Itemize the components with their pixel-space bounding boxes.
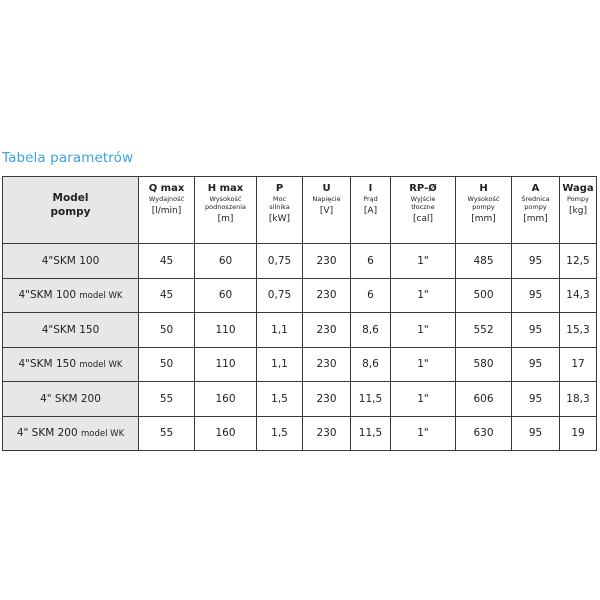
cell-weight: 12,5 — [560, 244, 597, 279]
header-diameter-desc-2: pompy — [524, 203, 547, 211]
header-voltage-unit: [V] — [319, 206, 334, 216]
header-h-max — [195, 177, 257, 244]
table-row — [3, 416, 597, 451]
model-suffix: model WK — [79, 360, 123, 371]
cell-h-max: 110 — [195, 347, 257, 382]
header-current — [351, 177, 391, 244]
header-power-desc-1: Moc — [272, 195, 287, 203]
header-diameter-unit: [mm] — [523, 214, 548, 224]
model-suffix: model WK — [79, 291, 123, 302]
table-row — [3, 278, 597, 313]
header-weight-unit: [kg] — [569, 206, 587, 216]
header-q-max — [139, 177, 195, 244]
header-model — [3, 177, 139, 244]
cell-power: 0,75 — [257, 244, 303, 279]
header-pump-height-symbol: H — [479, 183, 488, 194]
header-power-unit: [kW] — [268, 214, 291, 224]
cell-current: 6 — [351, 244, 391, 279]
cell-diameter: 95 — [512, 347, 560, 382]
cell-diameter: 95 — [512, 313, 560, 348]
header-outlet-unit: [cal] — [413, 214, 433, 224]
header-weight — [560, 177, 597, 244]
cell-outlet: 1" — [391, 347, 456, 382]
header-current-symbol: I — [368, 183, 373, 194]
cell-voltage: 230 — [303, 347, 351, 382]
model-name: 4"SKM 150 — [18, 358, 76, 371]
cell-q-max: 55 — [139, 382, 195, 417]
cell-current: 6 — [351, 278, 391, 313]
model-name: 4" SKM 200 — [40, 392, 101, 405]
header-voltage-symbol: U — [322, 183, 331, 194]
model-suffix: model WK — [81, 429, 125, 440]
header-model-line2: pompy — [50, 206, 91, 218]
cell-current: 8,6 — [351, 313, 391, 348]
cell-power: 1,1 — [257, 347, 303, 382]
cell-voltage: 230 — [303, 244, 351, 279]
cell-q-max: 45 — [139, 244, 195, 279]
cell-pump-height: 580 — [456, 347, 512, 382]
cell-h-max: 160 — [195, 416, 257, 451]
cell-weight: 14,3 — [560, 278, 597, 313]
model-cell — [3, 416, 139, 451]
cell-weight: 18,3 — [560, 382, 597, 417]
header-power-desc-2: silnika — [269, 203, 290, 211]
header-q-max-unit: [l/min] — [151, 206, 182, 216]
header-diameter-desc-1: Średnica — [521, 195, 550, 203]
header-current-desc: Prąd — [363, 195, 378, 203]
header-weight-symbol: Waga — [562, 183, 594, 194]
cell-q-max: 55 — [139, 416, 195, 451]
header-power-symbol: P — [275, 183, 284, 194]
cell-power: 0,75 — [257, 278, 303, 313]
header-pump-height-desc-2: pompy — [472, 203, 495, 211]
table-row — [3, 382, 597, 417]
cell-h-max: 160 — [195, 382, 257, 417]
table-row — [3, 347, 597, 382]
cell-outlet: 1" — [391, 382, 456, 417]
model-cell — [3, 347, 139, 382]
header-voltage — [303, 177, 351, 244]
cell-voltage: 230 — [303, 416, 351, 451]
header-pump-height-unit: [mm] — [471, 214, 496, 224]
cell-pump-height: 485 — [456, 244, 512, 279]
cell-current: 8,6 — [351, 347, 391, 382]
cell-diameter: 95 — [512, 278, 560, 313]
cell-outlet: 1" — [391, 278, 456, 313]
cell-pump-height: 500 — [456, 278, 512, 313]
cell-weight: 17 — [560, 347, 597, 382]
cell-weight: 15,3 — [560, 313, 597, 348]
header-diameter — [512, 177, 560, 244]
header-weight-desc: Pompy — [567, 195, 589, 203]
cell-power: 1,5 — [257, 416, 303, 451]
model-name: 4" SKM 200 — [16, 427, 78, 440]
cell-weight: 19 — [560, 416, 597, 451]
cell-current: 11,5 — [351, 382, 391, 417]
model-cell — [3, 244, 139, 279]
cell-outlet: 1" — [391, 244, 456, 279]
header-outlet — [391, 177, 456, 244]
cell-outlet: 1" — [391, 416, 456, 451]
cell-q-max: 50 — [139, 313, 195, 348]
cell-power: 1,5 — [257, 382, 303, 417]
header-q-max-desc: Wydajność — [148, 195, 185, 203]
cell-pump-height: 606 — [456, 382, 512, 417]
cell-diameter: 95 — [512, 382, 560, 417]
header-h-max-unit: [m] — [217, 214, 234, 224]
header-voltage-desc: Napięcie — [312, 195, 341, 203]
table-row — [3, 313, 597, 348]
cell-power: 1,1 — [257, 313, 303, 348]
header-h-max-desc-1: Wysokość — [209, 195, 242, 203]
cell-current: 11,5 — [351, 416, 391, 451]
cell-outlet: 1" — [391, 313, 456, 348]
cell-diameter: 95 — [512, 244, 560, 279]
table-title: Tabela parametrów — [2, 150, 134, 166]
model-name: 4"SKM 100 — [18, 289, 76, 302]
header-outlet-symbol: RP-Ø — [409, 183, 437, 194]
cell-h-max: 60 — [195, 278, 257, 313]
cell-pump-height: 630 — [456, 416, 512, 451]
cell-voltage: 230 — [303, 382, 351, 417]
header-power — [257, 177, 303, 244]
parameters-table — [2, 176, 597, 451]
cell-h-max: 110 — [195, 313, 257, 348]
header-h-max-symbol: H max — [207, 183, 244, 194]
cell-voltage: 230 — [303, 278, 351, 313]
header-current-unit: [A] — [363, 206, 378, 216]
cell-q-max: 45 — [139, 278, 195, 313]
model-cell — [3, 313, 139, 348]
header-pump-height-desc-1: Wysokość — [467, 195, 500, 203]
header-diameter-symbol: A — [531, 183, 540, 194]
cell-pump-height: 552 — [456, 313, 512, 348]
header-outlet-desc-2: tłoczne — [411, 203, 435, 211]
header-model-line1: Model — [52, 192, 89, 204]
header-outlet-desc-1: Wyjście — [410, 195, 436, 203]
model-cell — [3, 278, 139, 313]
cell-q-max: 50 — [139, 347, 195, 382]
cell-voltage: 230 — [303, 313, 351, 348]
header-h-max-desc-2: podnoszenia — [204, 203, 247, 211]
model-name: 4"SKM 150 — [41, 323, 100, 336]
header-q-max-symbol: Q max — [148, 183, 185, 194]
model-cell — [3, 382, 139, 417]
cell-diameter: 95 — [512, 416, 560, 451]
header-row — [3, 177, 597, 244]
model-name: 4"SKM 100 — [41, 254, 100, 267]
table-row — [3, 244, 597, 279]
cell-h-max: 60 — [195, 244, 257, 279]
header-pump-height — [456, 177, 512, 244]
